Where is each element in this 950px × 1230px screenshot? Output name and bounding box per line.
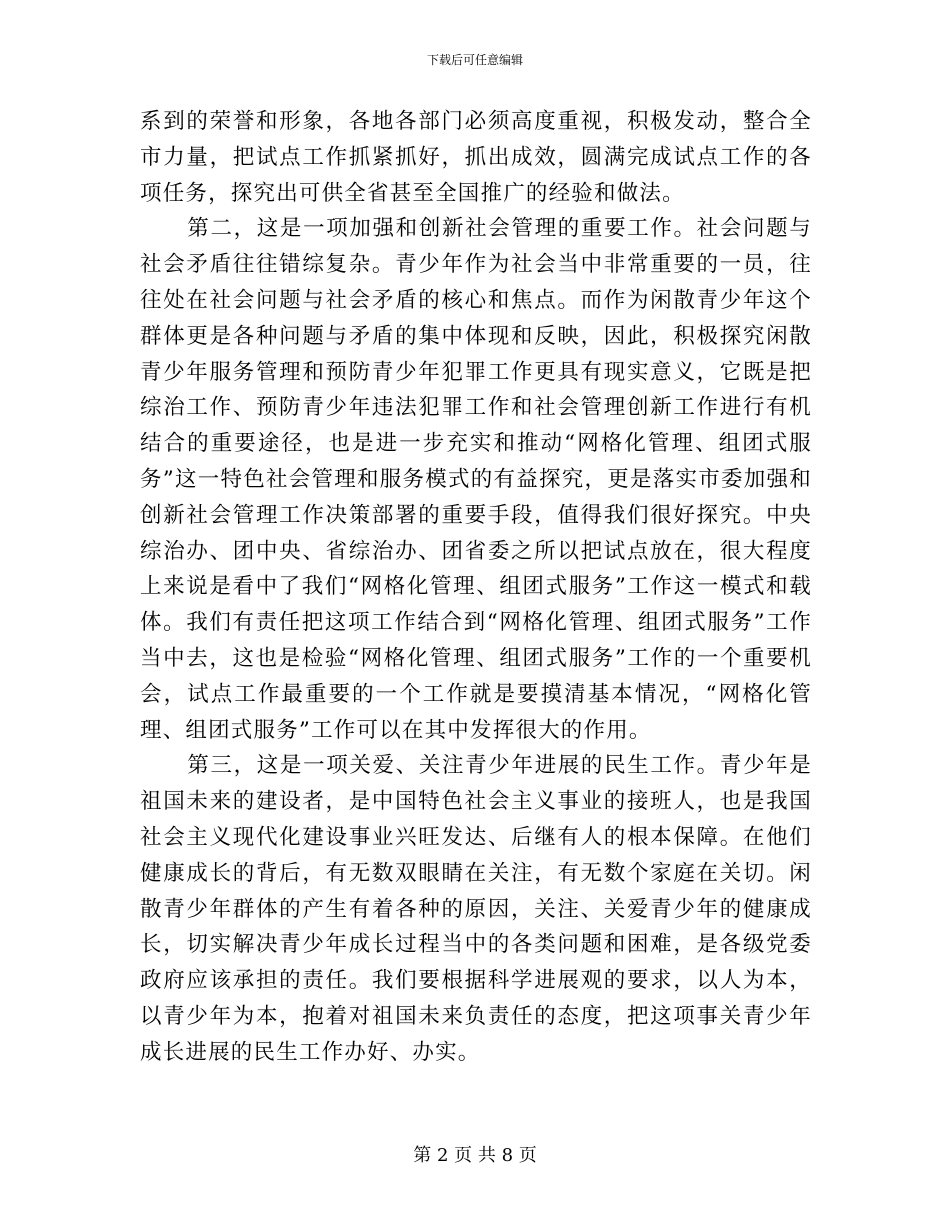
paragraph-second-point: 第二，这是一项加强和创新社会管理的重要工作。社会问题与社会矛盾往往错综复杂。青少年作为社会当中非常重要的一员，往往处在社会问题与社会矛盾的核心和焦点。而作为闲散青少年这个群体更是各种问题与矛盾的集中体现和反映，因此，积极探究闲散青少年服务管理和预防青少年犯罪工作更具有现实意义，它既是把综治工作、预防青少年违法犯罪工作和社会管理创新工作进行有机结合的重要途径，也是进一步充实和推动“网格化管理、组团式服务”这一特色社会管理和服务模式的有益探究，更是落实市委加强和创新社会管理工作决策部署的重要手段，值得我们很好探究。中央综治办、团中央、省综治办、团省委之所以把试点放在，很大程度上来说是看中了我们“网格化管理、组团式服务”工作这一模式和载体。我们有责任把这项工作结合到“网格化管理、组团式服务”工作当中去，这也是检验“网格化管理、组团式服务”工作的一个重要机会，试点工作最重要的一个工作就是要摸清基本情况，“网格化管理、组团式服务”工作可以在其中发挥很大的作用。 <box>140 216 812 743</box>
page-header-note: 下载后可任意编辑 <box>426 53 523 67</box>
paragraph-continued: 系到的荣誉和形象，各地各部门必须高度重视，积极发动，整合全市力量，把试点工作抓紧抓好，抓出成效，圆满完成试点工作的各项任务，探究出可供全省甚至全国推广的经验和做法。 <box>140 109 812 206</box>
document-body <box>140 104 812 1071</box>
paragraph-third-point: 第三，这是一项关爱、关注青少年进展的民生工作。青少年是祖国未来的建设者，是中国特色社会主义事业的接班人，也是我国社会主义现代化建设事业兴旺发达、后继有人的根本保障。在他们健康成长的背后，有无数双眼睛在关注，有无数个家庭在关切。闲散青少年群体的产生有着各种的原因，关注、关爱青少年的健康成长，切实解决青少年成长过程当中的各类问题和困难，是各级党委政府应该承担的责任。我们要根据科学进展观的要求，以人为本，以青少年为本，抱着对祖国未来负责任的态度，把这项事关青少年成长进展的民生工作办好、办实。 <box>140 753 812 1065</box>
page-number: 第 2 页 共 8 页 <box>413 1145 537 1166</box>
